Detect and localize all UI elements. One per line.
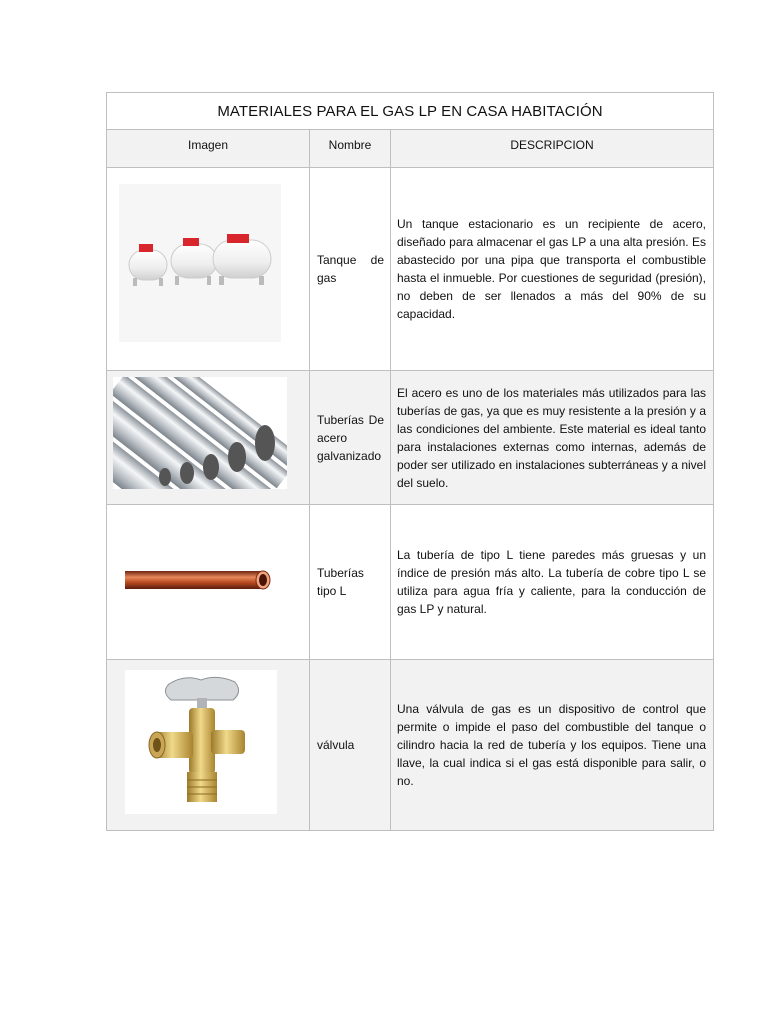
header-description <box>391 130 714 168</box>
table-row <box>107 505 714 660</box>
header-name-label: Nombre <box>328 138 372 152</box>
galvanized-pipes-icon <box>113 377 287 489</box>
image-cell <box>107 505 310 660</box>
gas-tanks-icon <box>119 184 281 342</box>
table-row <box>107 660 714 831</box>
gas-valve-icon <box>125 670 277 814</box>
row-description: Una válvula de gas es un dispositivo de control que permite o impide el paso del combustible del tanque o cilindro hacia la red de tubería y los equipos. Tiene una llave, la cual indica si el gas está disponible para salir, o no. <box>391 660 714 831</box>
row-name: Tanque de gas <box>310 168 391 371</box>
header-image <box>107 130 310 168</box>
table-title: MATERIALES PARA EL GAS LP EN CASA HABITACIÓN <box>107 93 714 130</box>
image-cell <box>107 168 310 371</box>
row-name: Tuberías De acero galvanizado <box>310 371 391 505</box>
image-cell <box>107 660 310 831</box>
materials-table <box>106 92 714 831</box>
row-description: El acero es uno de los materiales más utilizados para las tuberías de gas, ya que es muy resistente a la presión y a las condiciones del ambiente. Este material es ideal tanto para instalaciones externas como internas, además de poder ser utilizado en instalaciones subterráneas y a nivel del suelo. <box>391 371 714 505</box>
header-image-label: Imagen <box>187 138 229 152</box>
image-cell <box>107 371 310 505</box>
row-name: Tuberías tipo L <box>310 505 391 660</box>
copper-pipe-icon <box>119 517 275 645</box>
header-description-label: DESCRIPCION <box>510 138 594 152</box>
row-name: válvula <box>310 660 391 831</box>
table-row <box>107 168 714 371</box>
row-description: La tubería de tipo L tiene paredes más gruesas y un índice de presión más alto. La tubería de cobre tipo L se utiliza para agua fría y caliente, para la conducción de gas LP y natural. <box>391 505 714 660</box>
row-description: Un tanque estacionario es un recipiente de acero, diseñado para almacenar el gas LP a una alta presión. Es abastecido por una pipa que transporta el combustible hasta el inmueble. Por cuestiones de seguridad (presión), no deben de ser llenados a más del 90% de su capacidad. <box>391 168 714 371</box>
header-name <box>310 130 391 168</box>
table-row <box>107 371 714 505</box>
